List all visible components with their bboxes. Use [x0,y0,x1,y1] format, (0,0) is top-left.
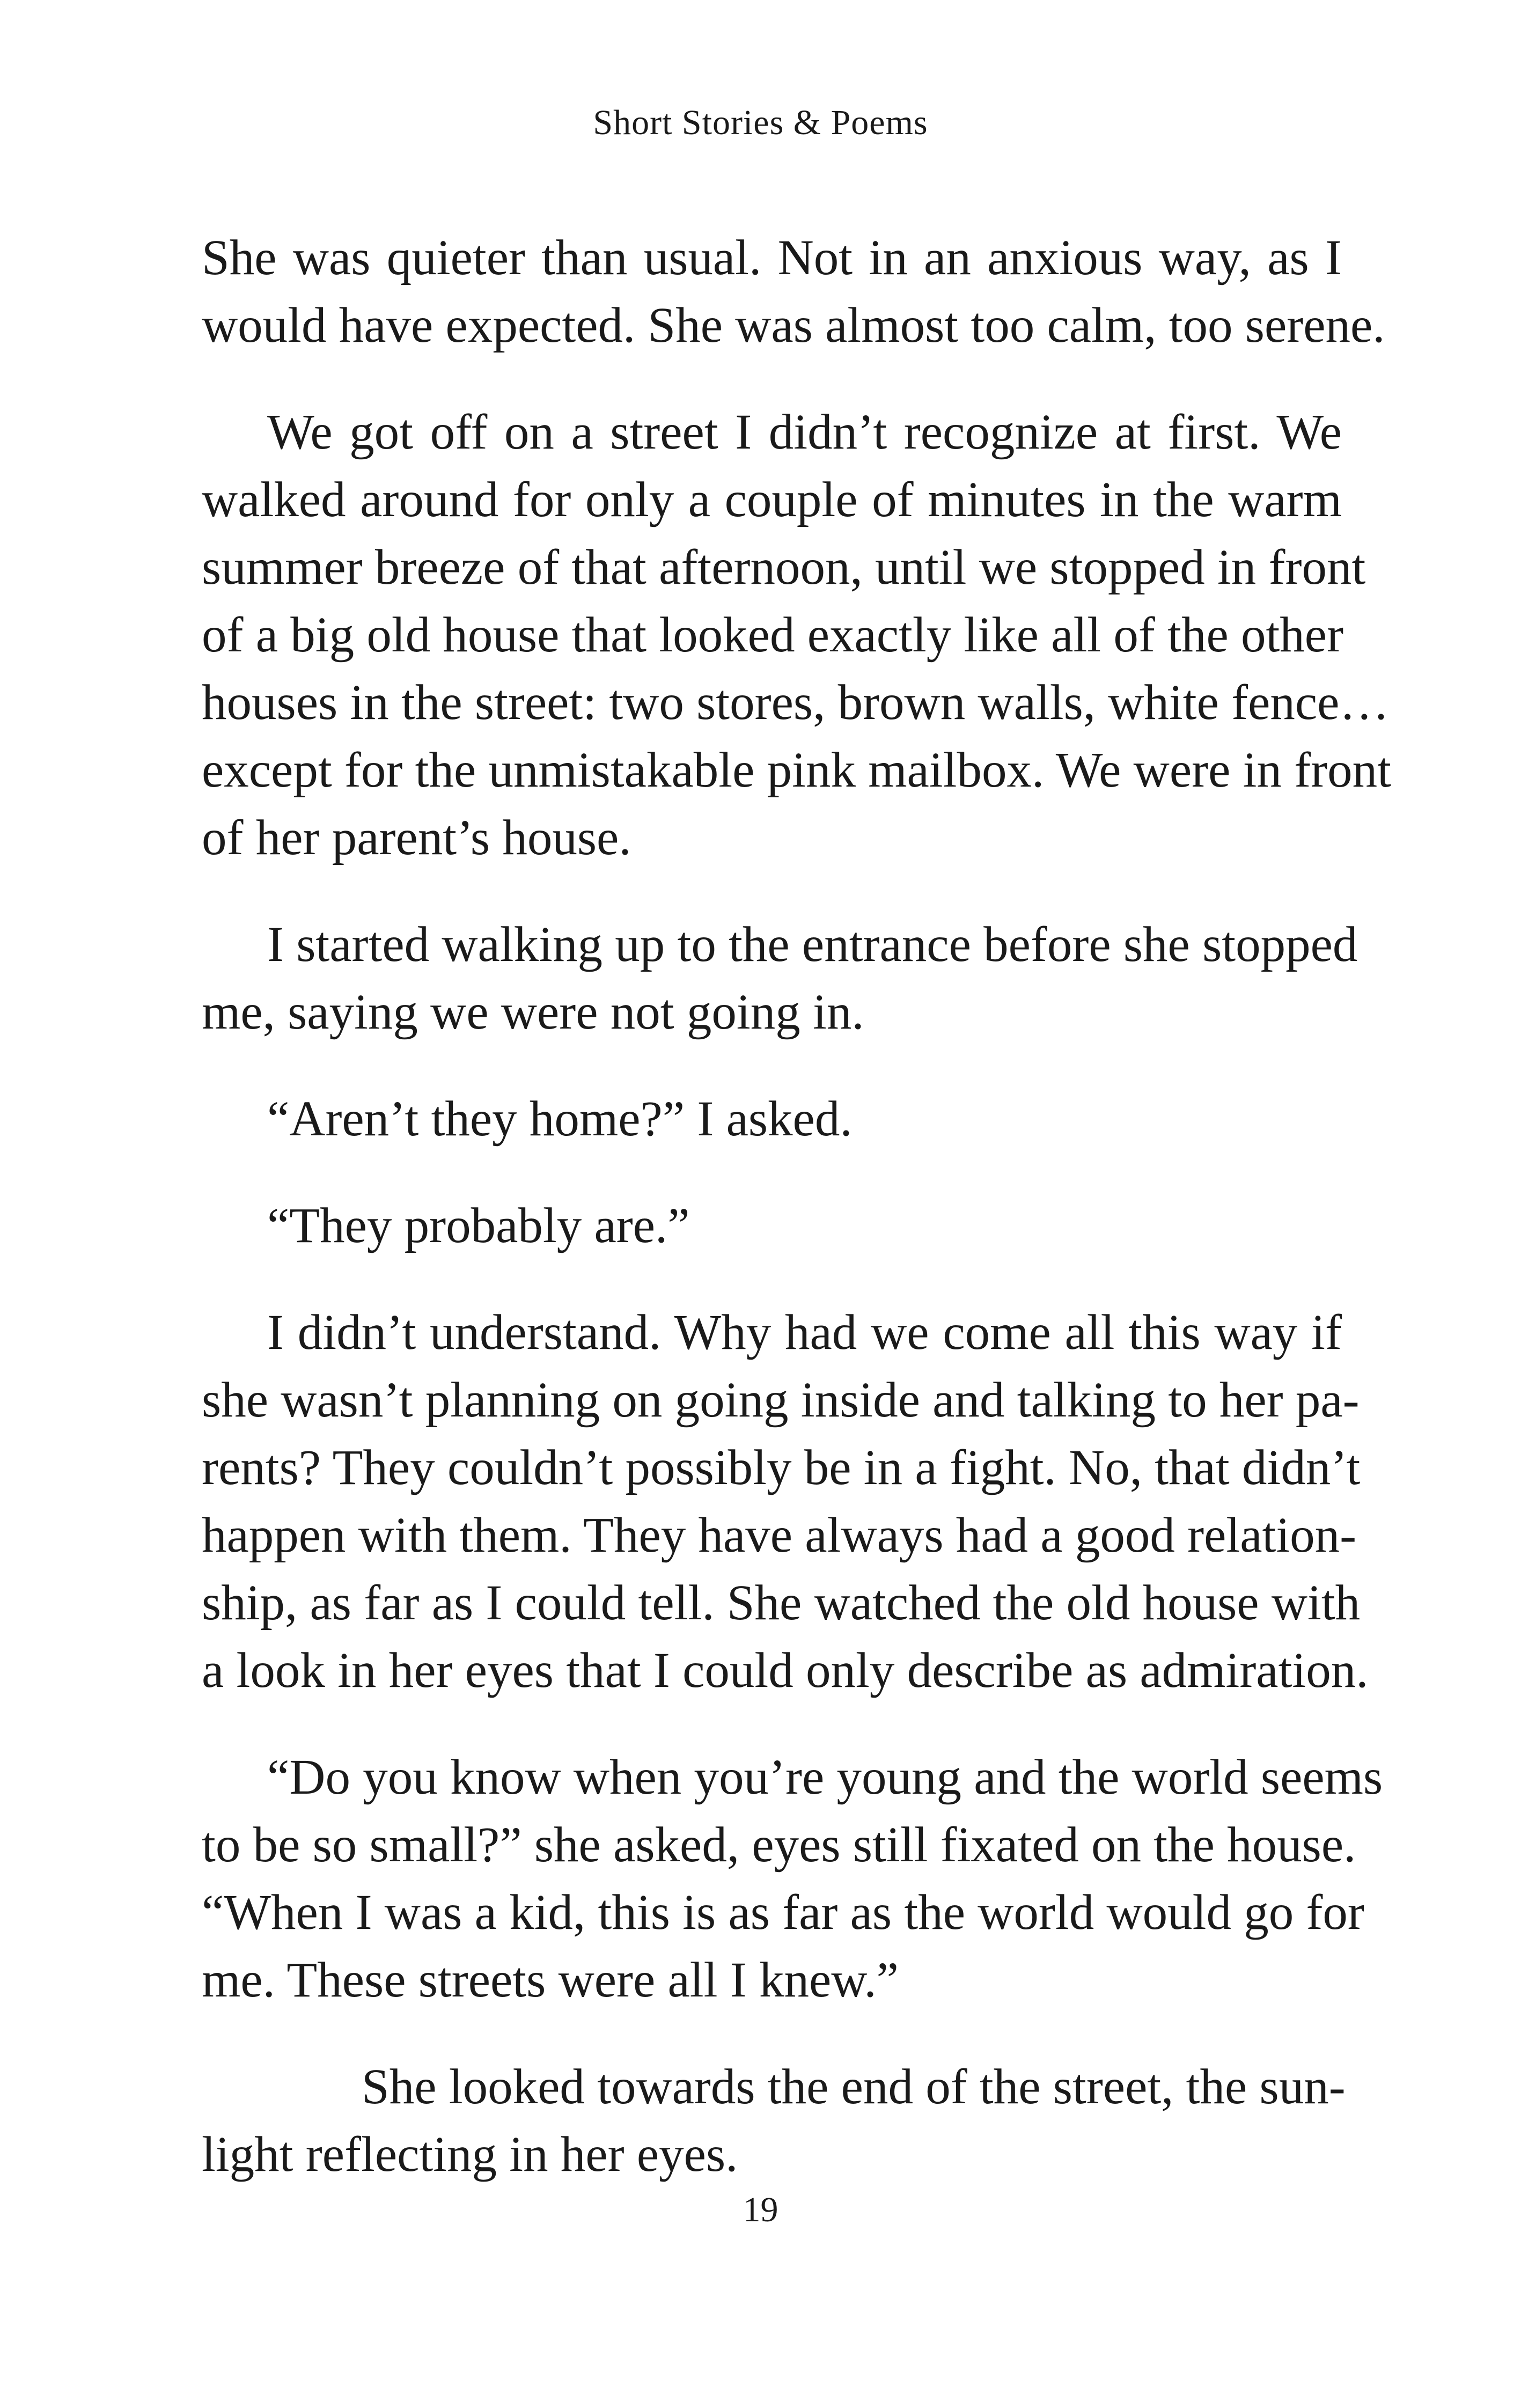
text-line: “They probably are.” [267,1198,690,1253]
text-line: I didn’t understand. Why had we come all this way if [267,1305,1342,1360]
story-body [202,224,1391,2228]
paragraph-8 [202,2053,1346,2189]
text-line: “Aren’t they home?” I asked. [267,1091,853,1147]
text-line: summer breeze of that afternoon, until we stopped in front [202,540,1366,595]
text-line: ship, as far as I could tell. She watched the old house with [202,1575,1361,1631]
text-line: “When I was a kid, this is as far as the world would go for [202,1885,1364,1940]
paragraph-3 [202,911,1358,1046]
text-line: houses in the street: two stores, brown walls, white fence… [202,675,1390,730]
text-line: “Do you know when you’re young and the world seems [267,1750,1383,1805]
text-line: of a big old house that looked exactly like all of the other [202,607,1344,663]
text-line: except for the unmistakable pink mailbox. We were in front [202,743,1391,798]
text-line: of her parent’s house. [202,810,631,865]
text-line: me, saying we were not going in. [202,985,864,1040]
text-line: walked around for only a couple of minutes in the warm [202,472,1342,527]
text-line: rents? They couldn’t possibly be in a fight. No, that didn’t [202,1440,1361,1495]
paragraph-5 [202,1192,1342,1260]
paragraph-7 [202,1744,1383,2014]
paragraph-1 [202,224,1385,359]
text-line: happen with them. They have always had a good relation- [202,1508,1357,1563]
paragraph-2 [202,399,1391,872]
paragraph-4 [202,1085,1342,1153]
text-line: would have expected. She was almost too calm, too serene. [202,298,1385,353]
text-line: to be so small?” she asked, eyes still fixated on the house. [202,1817,1356,1873]
text-line: We got off on a street I didn’t recognize at first. We [267,405,1342,460]
page-number: 19 [743,2190,778,2229]
text-line: a look in her eyes that I could only describe as admiration. [202,1643,1369,1698]
text-line: I started walking up to the entrance before she stopped [267,917,1358,972]
text-line: She looked towards the end of the street, the sun- [362,2059,1346,2115]
text-line: she wasn’t planning on going inside and talking to her pa- [202,1372,1360,1428]
paragraph-6 [202,1299,1369,1705]
text-line: She was quieter than usual. Not in an anxious way, as I [202,230,1342,285]
running-head: Short Stories & Poems [593,103,928,142]
text-line: light reflecting in her eyes. [202,2127,738,2182]
text-line: me. These streets were all I knew.” [202,1952,899,2008]
